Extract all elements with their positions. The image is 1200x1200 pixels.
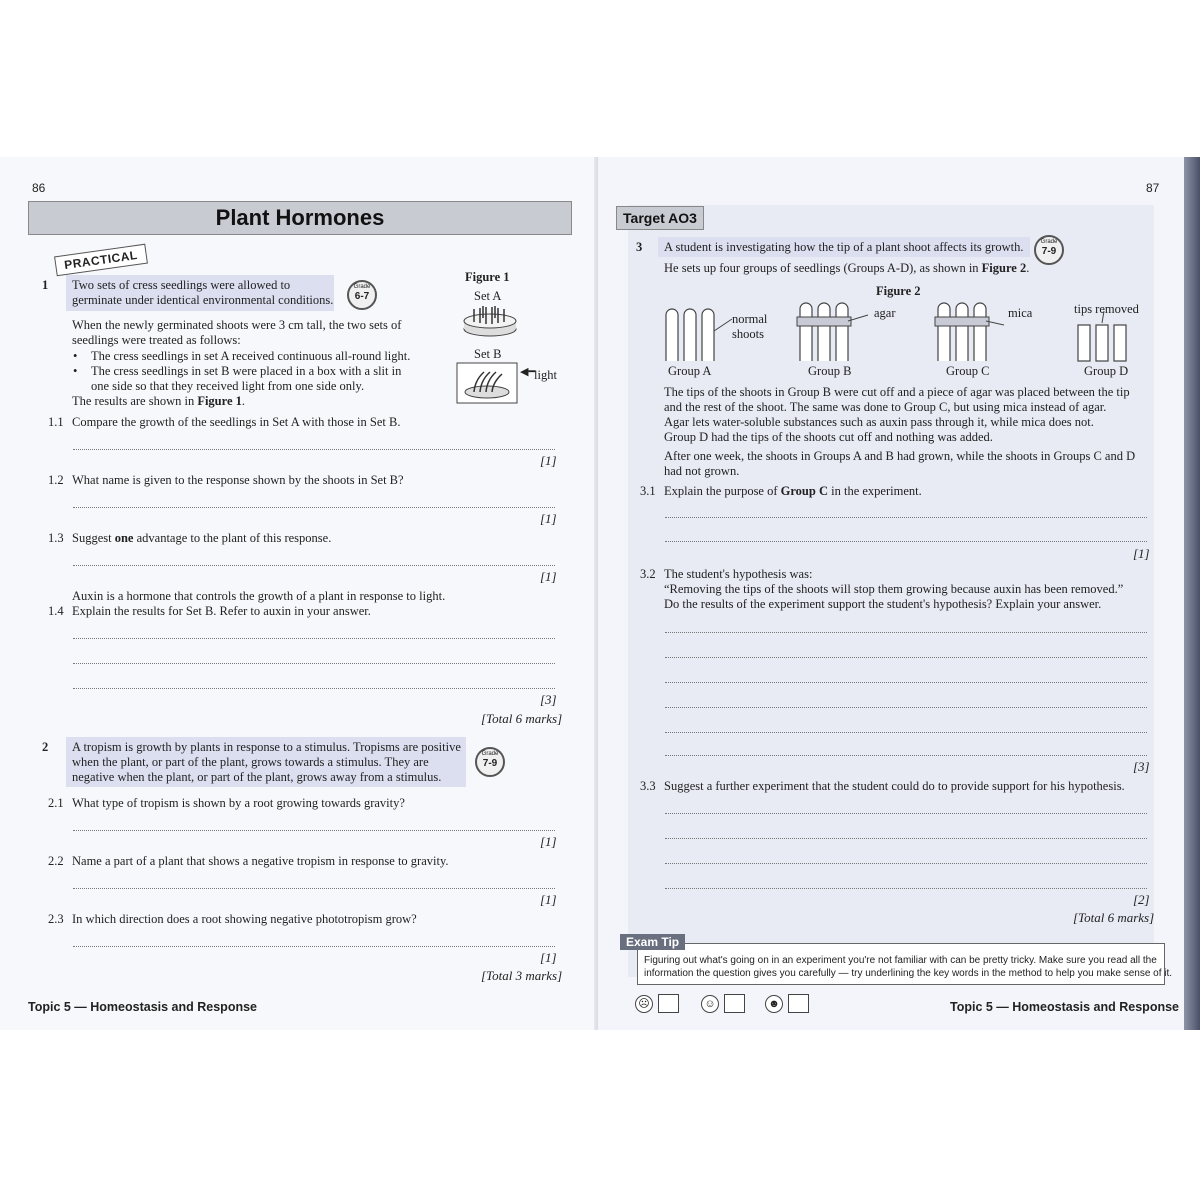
answer-line[interactable] — [665, 813, 1147, 814]
part-question: Suggest a further experiment that the student could do to provide support for his hypothesis. — [664, 779, 1125, 793]
arrow-icon: ◀━ — [520, 366, 536, 378]
page-number: 86 — [32, 181, 46, 195]
part-number: 3.3 — [640, 779, 656, 793]
part-number: 1.2 — [48, 473, 64, 487]
page-title: Plant Hormones — [215, 205, 385, 230]
q3-text: had not grown. — [664, 464, 740, 478]
text-run: Suggest — [72, 531, 115, 545]
marks: [1] — [540, 892, 557, 907]
part-question — [72, 531, 331, 546]
answer-line[interactable] — [665, 682, 1147, 683]
part-number: 1.4 — [48, 604, 64, 618]
figure-label: Set B — [474, 347, 502, 361]
answer-line[interactable] — [665, 657, 1147, 658]
question-number: 1 — [42, 278, 49, 292]
grade-word: Grade — [481, 751, 499, 757]
q1-intro-line: Two sets of cress seedlings were allowed to — [72, 278, 291, 292]
answer-line[interactable] — [73, 688, 555, 689]
page-edge — [1184, 157, 1200, 1030]
answer-line[interactable] — [73, 449, 555, 450]
part-question: In which direction does a root showing negative phototropism grow? — [72, 912, 417, 926]
exam-tip-text: information the question gives you carefully — try underlining the key words in the method to help you make sense of it. — [644, 968, 1173, 979]
sad-face-icon: ☹ — [635, 995, 653, 1013]
q2-intro-line: when the plant, or part of the plant, grows towards a stimulus. They are — [72, 755, 429, 769]
page-footer: Topic 5 — Homeostasis and Response — [28, 1000, 257, 1014]
total-marks: [Total 6 marks] — [1073, 910, 1155, 925]
text-run-bold: Figure 1 — [197, 394, 242, 408]
grade-value: 6-7 — [354, 291, 370, 302]
marks: [1] — [540, 834, 557, 849]
answer-line[interactable] — [73, 663, 555, 664]
figure-title: Figure 2 — [876, 284, 921, 298]
grade-badge — [347, 280, 377, 310]
figure-title: Figure 1 — [465, 270, 510, 284]
text-run: Explain the purpose of — [664, 484, 781, 498]
right-page — [598, 157, 1184, 1030]
q3-text: Group D had the tips of the shoots cut off and nothing was added. — [664, 430, 993, 444]
part-number: 3.2 — [640, 567, 656, 581]
part-preamble: Auxin is a hormone that controls the growth of a plant in response to light. — [72, 589, 446, 603]
marks: [1] — [540, 453, 557, 468]
q3-text: The tips of the shoots in Group B were cut off and a piece of agar was placed between the tip — [664, 385, 1130, 399]
text-run: in the experiment. — [828, 484, 922, 498]
left-page — [0, 157, 598, 1030]
answer-line[interactable] — [665, 838, 1147, 839]
checkbox[interactable] — [788, 994, 809, 1013]
page-number: 87 — [1146, 181, 1160, 195]
grade-badge — [475, 747, 505, 777]
q1-bullet: one side so that they received light from one side only. — [91, 379, 365, 393]
part-number: 1.1 — [48, 415, 64, 429]
part-number: 1.3 — [48, 531, 64, 545]
q3-setup — [664, 261, 1029, 276]
part-number: 3.1 — [640, 484, 656, 498]
group-label: Group D — [1084, 364, 1129, 378]
answer-line[interactable] — [73, 638, 555, 639]
part-question — [664, 484, 922, 499]
part-question: Compare the growth of the seedlings in Set A with those in Set B. — [72, 415, 401, 429]
figure-label: tips removed — [1074, 302, 1139, 316]
book-spread — [0, 157, 1200, 1030]
q3-text: Agar lets water-soluble substances such as auxin pass through it, while mica does not. — [664, 415, 1094, 429]
marks: [1] — [1133, 546, 1150, 561]
q3-text: and the rest of the shoot. The same was done to Group C, but using mica instead of agar. — [664, 400, 1107, 414]
text-run: He sets up four groups of seedlings (Groups A-D), as shown in — [664, 261, 982, 275]
q3-intro: A student is investigating how the tip of a plant shoot affects its growth. — [664, 240, 1024, 254]
question-number: 3 — [636, 240, 643, 254]
question-number: 2 — [42, 740, 49, 754]
part-question: Do the results of the experiment support the student's hypothesis? Explain your answer. — [664, 597, 1102, 611]
answer-line[interactable] — [665, 732, 1147, 733]
part-number: 2.3 — [48, 912, 64, 926]
marks: [2] — [1133, 892, 1150, 907]
text-run-bold: one — [114, 531, 134, 545]
text-run: advantage to the plant of this response. — [133, 531, 332, 545]
total-marks: [Total 6 marks] — [481, 711, 563, 726]
page-footer: Topic 5 — Homeostasis and Response — [950, 1000, 1179, 1014]
answer-line[interactable] — [73, 830, 555, 831]
checkbox[interactable] — [724, 994, 745, 1013]
title-banner — [28, 201, 572, 235]
answer-line[interactable] — [665, 707, 1147, 708]
answer-line[interactable] — [665, 517, 1147, 518]
figure-label: mica — [1008, 306, 1033, 320]
figure-label: agar — [874, 306, 896, 320]
figure-label: Set A — [474, 289, 502, 303]
grade-word: Grade — [353, 284, 371, 290]
set-a-dish-illustration — [462, 303, 518, 337]
figure-label: normal — [732, 312, 768, 326]
part-number: 2.1 — [48, 796, 64, 810]
grade-value: 7-9 — [482, 758, 498, 769]
q1-results — [72, 394, 245, 409]
answer-line[interactable] — [73, 888, 555, 889]
q2-intro-line: A tropism is growth by plants in response to a stimulus. Tropisms are positive — [72, 740, 461, 754]
q1-text: seedlings were treated as follows: — [72, 333, 241, 347]
text-run-bold: Figure 2 — [981, 261, 1027, 275]
q1-intro-line: germinate under identical environmental conditions. — [72, 293, 334, 307]
total-marks: [Total 3 marks] — [481, 968, 563, 983]
set-b-box-illustration — [456, 362, 518, 404]
q1-bullet: The cress seedlings in set A received continuous all-round light. — [91, 349, 411, 363]
text-run: . — [241, 394, 246, 408]
grade-value: 7-9 — [1041, 246, 1057, 257]
group-label: Group A — [668, 364, 712, 378]
marks: [1] — [540, 511, 557, 526]
part-question: What name is given to the response shown by the shoots in Set B? — [72, 473, 404, 487]
light-label: light — [534, 368, 557, 382]
exam-tip-text: Figuring out what's going on in an experiment you're not familiar with can be pretty tricky. Make sure you read all the — [644, 955, 1157, 966]
part-question: Name a part of a plant that shows a negative tropism in response to gravity. — [72, 854, 449, 868]
grade-word: Grade — [1040, 239, 1058, 245]
answer-line[interactable] — [73, 507, 555, 508]
text-run: . — [1026, 261, 1030, 275]
answer-line[interactable] — [665, 755, 1147, 756]
q1-text: When the newly germinated shoots were 3 cm tall, the two sets of — [72, 318, 402, 332]
part-number: 2.2 — [48, 854, 64, 868]
checkbox[interactable] — [658, 994, 679, 1013]
q2-intro-line: negative when the plant, or part of the plant, grows away from a stimulus. — [72, 770, 442, 784]
marks: [3] — [1133, 759, 1150, 774]
text-run: The results are shown in — [72, 394, 198, 408]
practical-badge: PRACTICAL — [54, 244, 148, 277]
answer-line[interactable] — [665, 541, 1147, 542]
target-badge: Target AO3 — [616, 206, 704, 230]
marks: [1] — [540, 569, 557, 584]
part-question: What type of tropism is shown by a root growing towards gravity? — [72, 796, 405, 810]
grade-badge — [1034, 235, 1064, 265]
q1-bullet: The cress seedlings in set B were placed in a box with a slit in — [91, 364, 402, 378]
text-run-bold: Group C — [780, 484, 828, 498]
marks: [3] — [540, 692, 557, 707]
bullet-dot: • — [73, 364, 78, 378]
answer-line[interactable] — [73, 946, 555, 947]
part-question: “Removing the tips of the shoots will stop them growing because auxin has been removed.” — [664, 582, 1124, 596]
answer-line[interactable] — [665, 632, 1147, 633]
answer-line[interactable] — [665, 863, 1147, 864]
marks: [1] — [540, 950, 557, 965]
part-question: Explain the results for Set B. Refer to auxin in your answer. — [72, 604, 371, 618]
q3-text: After one week, the shoots in Groups A and B had grown, while the shoots in Groups C and D — [664, 449, 1136, 463]
answer-line[interactable] — [73, 565, 555, 566]
happy-face-icon: ☻ — [765, 995, 783, 1013]
exam-tip-label: Exam Tip — [620, 934, 685, 950]
answer-line[interactable] — [665, 888, 1147, 889]
bullet-dot: • — [73, 349, 78, 363]
group-label: Group C — [946, 364, 990, 378]
part-question: The student's hypothesis was: — [664, 567, 813, 581]
neutral-face-icon: ☺ — [701, 995, 719, 1013]
group-label: Group B — [808, 364, 852, 378]
figure-label: shoots — [732, 327, 764, 341]
